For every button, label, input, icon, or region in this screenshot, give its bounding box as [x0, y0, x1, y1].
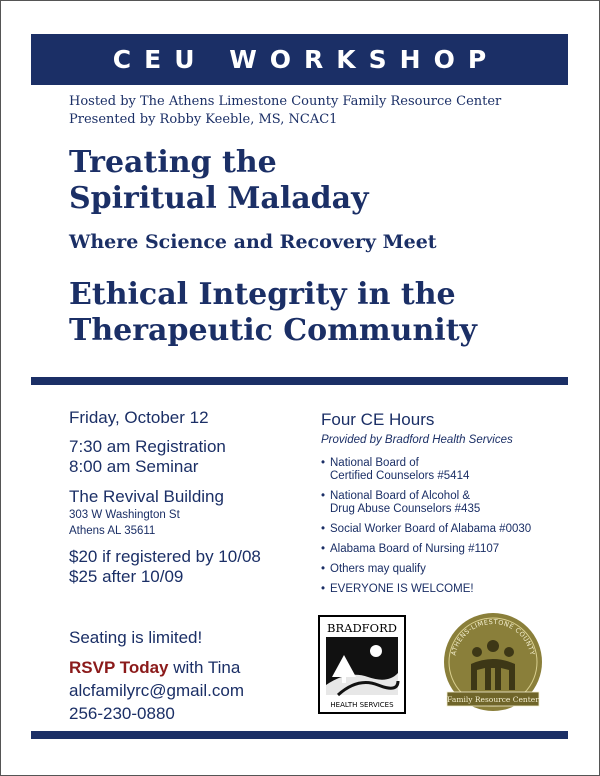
list-item: • Social Worker Board of Alabama #0030: [321, 523, 532, 535]
workshop-title-2: [69, 277, 477, 349]
list-item: • Alabama Board of Nursing #1107: [321, 543, 500, 555]
divider-bottom: [31, 731, 568, 739]
list-item: • Others may qualify: [321, 563, 426, 575]
title2-line1: Ethical Integrity in the: [69, 277, 456, 312]
title1-line2: Spiritual Maladay: [69, 181, 369, 216]
list-item: • National Board of Certified Counselors #5414: [321, 457, 470, 482]
presented-by: Presented by Robby Keeble, MS, NCAC1: [69, 112, 338, 127]
title1-line1: Treating the: [69, 145, 277, 180]
banner-text: CEU WORKSHOP: [112, 45, 500, 74]
seating-note: Seating is limited!: [69, 628, 203, 647]
contact-email: alcfamilyrc@gmail.com: [69, 681, 245, 700]
list-item: • EVERYONE IS WELCOME!: [321, 583, 474, 595]
frc-arc-text: ATHENS-LIMESTONE COUNTY: [449, 617, 537, 657]
rsvp-rest: with Tina: [168, 658, 241, 677]
registration-time: 7:30 am Registration: [69, 437, 226, 456]
divider-top: [31, 377, 568, 385]
workshop-title-1: [69, 145, 369, 217]
price-late: $25 after 10/09: [69, 567, 184, 586]
price-early: $20 if registered by 10/08: [69, 547, 261, 566]
host-info: [69, 93, 501, 129]
hosted-by: Hosted by The Athens Limestone County Family Resource Center: [69, 94, 502, 109]
title-banner: [31, 34, 568, 85]
contact-phone: 256-230-0880: [69, 704, 175, 723]
venue-street: 303 W Washington St: [69, 509, 180, 521]
event-details: [69, 408, 261, 587]
ce-info: [321, 410, 531, 603]
venue-city: Athens AL 35611: [69, 525, 156, 537]
bradford-subtitle: HEALTH SERVICES: [330, 701, 394, 709]
bradford-logo: [318, 615, 406, 714]
family-resource-center-logo: [441, 612, 545, 716]
contact-info: [69, 628, 244, 724]
rsvp-line: [69, 658, 244, 678]
ce-provider: Provided by Bradford Health Services: [321, 434, 513, 446]
venue-name: The Revival Building: [69, 487, 224, 506]
seminar-time: 8:00 am Seminar: [69, 457, 199, 476]
ce-list: [321, 457, 531, 596]
ce-heading: Four CE Hours: [321, 410, 435, 429]
bradford-wordmark: BRADFORD: [327, 621, 397, 635]
rsvp-strong: RSVP Today: [69, 658, 169, 677]
workshop-subtitle: Where Science and Recovery Meet: [69, 231, 437, 253]
list-item: • National Board of Alcohol & Drug Abuse Counselors #435: [321, 490, 481, 515]
title2-line2: Therapeutic Community: [69, 313, 477, 348]
event-date: Friday, October 12: [69, 408, 209, 427]
frc-banner-text: Family Resource Center: [447, 695, 539, 704]
